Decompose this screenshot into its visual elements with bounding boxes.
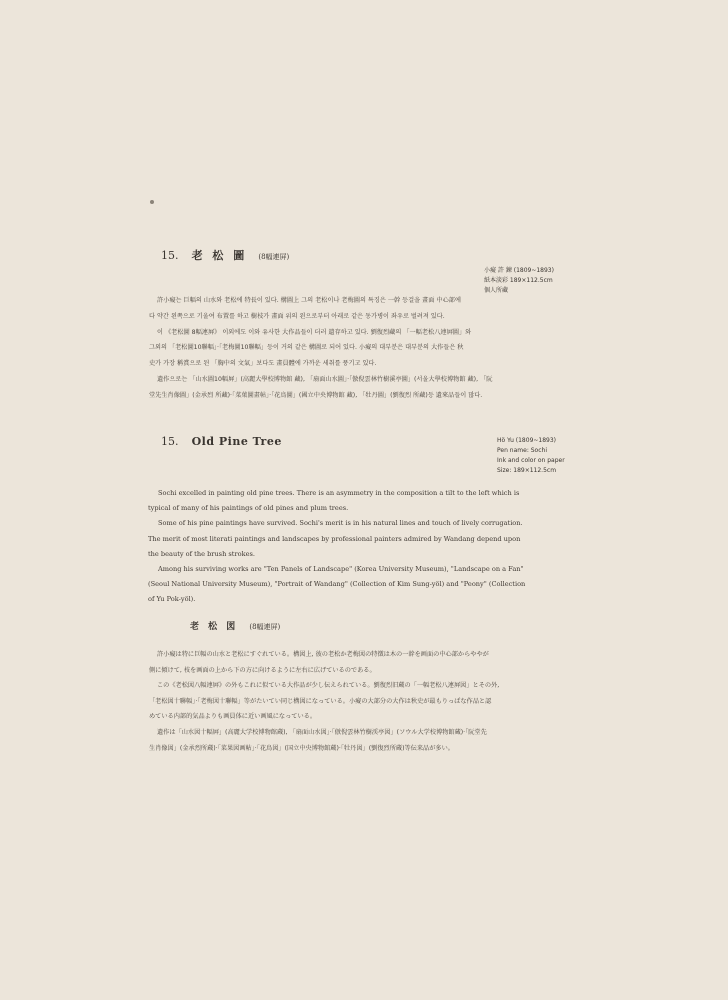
body-text-kr: [149, 293, 585, 404]
artist-line-kr: 小癡 許 鍊 (1809~1893): [484, 267, 554, 274]
body-text-jp: [149, 647, 589, 756]
artwork-meta-en: [497, 436, 565, 476]
paragraph-line: of Yu Pok-yöl).: [148, 595, 196, 604]
paper-speck: [150, 200, 154, 204]
section-title-kr: 老 松 圖: [191, 249, 248, 262]
medium-kr: 紙本淡彩 189×112.5cm: [484, 277, 553, 284]
paragraph-line: この《老松図八幅連屛》の外もこれに似ている大作品が少し伝えられている。劉復烈旧蔵の「一幅老松八連屛図」とその外,: [157, 682, 500, 690]
size-en: Size: 189×112.5cm: [497, 467, 557, 474]
paragraph-line: Sochi excelled in painting old pine trees. There is an asymmetry in the composition a tilt to the left which is: [158, 489, 520, 497]
paragraph-line: 다 약간 왼쪽으로 기울여 布置를 하고 樹枝가 畫面 위의 왼으로부터 아래로 같은 동가병이 좌우로 벌려져 있다.: [149, 312, 445, 320]
paragraph-line: 그외의 「老松圖10聯幅」·「老梅圖10聯幅」등이 거의 같은 構圖로 되어 있다. 小癡의 대부분은 대부분의 大作들은 秋: [149, 344, 464, 352]
japanese-heading: [190, 614, 280, 633]
artwork-meta-kr: [484, 266, 554, 296]
paragraph-line: 許小癡는 巨幅의 山水와 老松에 特長이 있다. 構圖上 그의 老松이나 老梅圖의 특징은 一幹 등걸을 畫面 中心部에: [157, 297, 461, 304]
paragraph-line: 許小癡は特に巨幅の山水と老松にすぐれている。構図上, 彼の老松か老梅図の特徴は木の一幹を画面の中心部からややが: [157, 651, 489, 658]
section-title-en: Old Pine Tree: [191, 435, 282, 448]
paragraph-line: 史가 가장 稱賞으로 된 「胸中의 文氣」보다도 畫員體에 가까운 세취를 풍기고 있다.: [149, 360, 377, 368]
paragraph-line: typical of many of his paintings of old pines and plum trees.: [148, 504, 349, 513]
paragraph-line: Some of his pine paintings have survived. Sochi's merit is in his natural lines and touch of lively corrugation.: [158, 519, 523, 528]
medium-en: Ink and color on paper: [497, 457, 565, 464]
section-note-jp: (8幅連屛): [249, 623, 281, 631]
artist-line-en: Hö Yu (1809~1893): [497, 437, 557, 444]
body-text-en: [148, 486, 588, 608]
paragraph-line: 遺作は「山水図十幅屛」(高麗大学校博物館蔵), 「扇面山水図」·「倣倪雲林竹樹渓亭図」(ソウル大学校博物館蔵)·「阮堂先: [157, 728, 487, 736]
section-title-jp: 老 松 図: [190, 622, 239, 632]
paragraph-line: The merit of most literati paintings and landscapes by professional painters admired by Wandang depend upon: [148, 534, 521, 543]
english-heading: [161, 430, 282, 449]
section-number: 15.: [161, 249, 179, 262]
paragraph-line: (Seoul National University Museum), "Portrait of Wandang" (Collection of Kim Sung-yöl) and "Peony" (Collection: [148, 580, 526, 589]
paragraph-line: 側に傾けて, 枝を画面の上から下の方に向けるように左右に広げているのである。: [149, 666, 376, 674]
korean-heading: [161, 244, 289, 263]
paragraph-line: 「老松図十聯幅」·「老梅図十聯幅」等がたいてい同じ構図になっている。小癡の大部分の大作は秋史が最もりっぱな作品と認: [149, 697, 492, 705]
pen-name-en: Pen name: Sochi: [497, 447, 547, 454]
section-number: 15.: [161, 435, 179, 448]
paragraph-line: 堂先生肖像圖」(金承烈 所藏)·「菜菓圖畫帖」·「花鳥圖」(國立中央博物館 藏), 「牡丹圖」(劉復烈 所藏)등 遺來品들이 많다.: [149, 391, 483, 399]
collection-kr: 個人所藏: [484, 287, 509, 294]
paragraph-line: Among his surviving works are "Ten Panels of Landscape" (Korea University Museum), "Landscape on a Fan": [158, 565, 524, 574]
paragraph-line: 遺作으로는 「山水圖10幅屛」(高麗大學校博物館 藏), 「扇面山水圖」·「倣倪雲林竹樹溪亭圖」(서울大學校博物館 藏), 「阮: [157, 375, 493, 383]
paragraph-line: 生肖像図」(金承烈所蔵)·「菜果図画帖」·「花鳥図」(国立中央博物館蔵)·「牡丹図」(劉復烈所蔵)等伝来品が多い。: [149, 744, 454, 752]
section-note-kr: (8幅連屛): [258, 253, 290, 261]
paragraph-line: 이 《老松圖 8幅連屛》 이외에도 이와 유사한 大作品들이 더러 遺存하고 있다. 劉復烈藏의 「一幅老松八連屛圖」와: [157, 328, 472, 336]
paragraph-line: the beauty of the brush strokes.: [148, 549, 255, 558]
paragraph-line: めている内部的気品よりも画員体に近い画風になっている。: [149, 713, 317, 721]
